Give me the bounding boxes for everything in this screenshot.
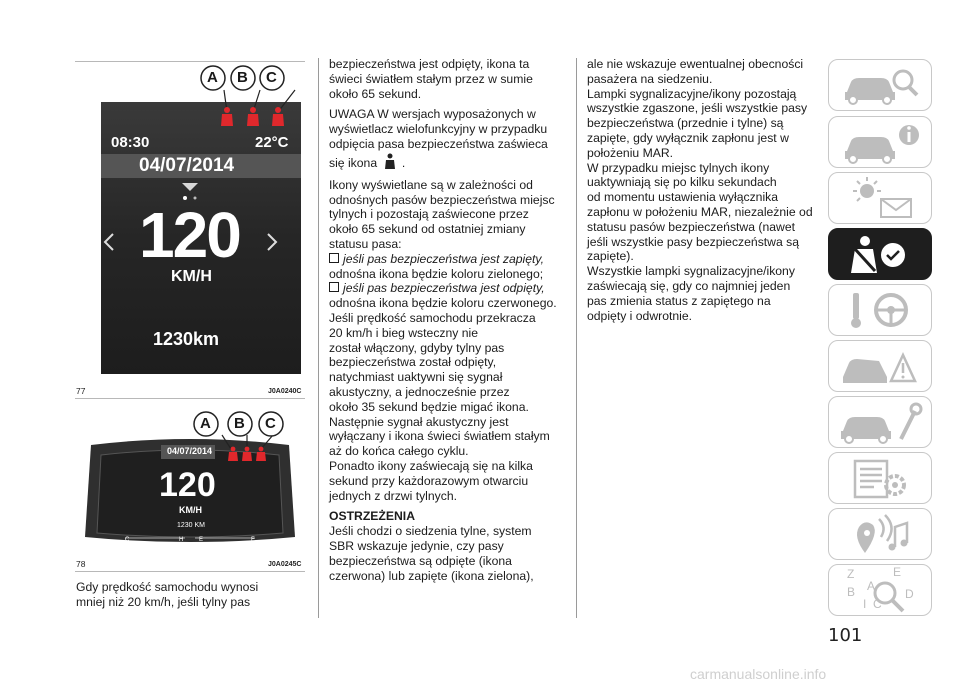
text-line: akustyczny, a jednocześnie przez [329, 384, 510, 399]
display-odometer: 1230km [153, 329, 220, 349]
callout-c-label: C [266, 69, 277, 86]
callout-b-label: B [237, 69, 248, 86]
text-line: jeśli wszystkie pasy bezpieczeństwa są [587, 234, 800, 249]
text-line: sekund przy każdorazowym otwarciu [329, 473, 529, 488]
tab-car-accident[interactable] [828, 340, 932, 392]
text-line: pas zmienia status z zapiętego na [587, 293, 771, 308]
text-line: położeniu MAR. [587, 145, 674, 160]
text-line: wszystkie zgaszone, jeśli wszystkie pasy [587, 101, 808, 116]
text-line: zapięte). [587, 249, 634, 264]
index-letter: E [893, 565, 902, 579]
tab-steering-wheel[interactable] [828, 284, 932, 336]
bullet-text: jeśli pas bezpieczeństwa jest odpięty, [343, 281, 545, 296]
text-line: Następnie sygnał akustyczny jest [329, 414, 509, 429]
text-line: zapłonu w położeniu MAR, niezależnie od [587, 204, 813, 219]
text-line: 20 km/h i bieg wsteczny nie [329, 325, 479, 340]
figure-78 [75, 405, 305, 555]
index-letter: C [873, 597, 882, 611]
text-line: natychmiast uaktywni się sygnał [329, 370, 503, 385]
multimedia-icon [829, 509, 931, 559]
text-line: około 35 sekund będzie migać ikona. [329, 399, 529, 414]
tab-car-magnifier[interactable] [828, 59, 932, 111]
index-letter: I [863, 597, 867, 611]
text-line: około 65 sekund od ostatniej zmiany [329, 222, 526, 237]
index-letter: Z [847, 567, 855, 581]
text-line: statusu pasa: [329, 236, 402, 251]
text-line: odpięty i odwrotnie. [587, 308, 693, 323]
figure-number-77: 77 [76, 386, 86, 396]
text-line: bezpieczeństwa są odpięte (ikona [329, 553, 512, 568]
display-temperature: 22°C [255, 134, 289, 151]
text-line: SBR wskazuje jedynie, czy pasy [329, 538, 504, 553]
text-line: około 65 sekund. [329, 86, 422, 101]
car-wrench-icon [829, 397, 931, 447]
column-1-text [76, 580, 311, 610]
cluster-speed: 120 [159, 466, 216, 504]
text-line: bezpieczeństwa (przednie i tylne) są [587, 116, 784, 131]
index-letter: A [867, 579, 876, 593]
figure-code-77: J0A0240C [268, 388, 302, 395]
figure-number-78: 78 [76, 559, 86, 569]
figure-78-rule [75, 571, 305, 572]
tab-seatbelt-airbag[interactable] [828, 228, 932, 280]
index-letter: D [905, 587, 914, 601]
text-line: bezpieczeństwa został odpięty, [329, 355, 497, 370]
text-line: od momentu ustawienia wyłącznika [587, 190, 779, 205]
text-line: odnośnych pasów bezpieczeństwa miejsc [329, 192, 555, 207]
text-line: zapięte, gdy wyłącznik zapłonu jest w [587, 130, 789, 145]
figure-77 [75, 62, 305, 382]
text-line: odpięcia pasa bezpieczeństwa zaświeca [329, 136, 548, 151]
warnings-heading: OSTRZEŻENIA [329, 509, 415, 524]
bullet-line [329, 281, 574, 296]
text-line: uaktywniają się po kilku sekundach [587, 175, 777, 190]
tab-car-info[interactable] [828, 116, 932, 168]
text-line: Gdy prędkość samochodu wynosi [76, 580, 259, 594]
text-line: tylnych i pozostają zaświecone przez [329, 207, 529, 222]
text-line: statusu pasów bezpieczeństwa (nawet [587, 219, 795, 234]
text-line: Jeśli prędkość samochodu przekracza [329, 310, 536, 325]
callout-b-label-2: B [234, 415, 245, 432]
column-divider-2 [576, 58, 577, 618]
text-line: zaświecają się, gdy co najmniej jeden [587, 278, 791, 293]
figure-code-78: J0A0245C [268, 561, 302, 568]
column-3-text [587, 57, 822, 323]
text-line: UWAGA W wersjach wyposażonych w [329, 107, 536, 122]
car-accident-icon [829, 341, 931, 391]
display-date: 04/07/2014 [139, 155, 235, 176]
tab-alphabet-index[interactable] [828, 564, 932, 616]
text-line: Jeśli chodzi o siedzenia tylne, system [329, 524, 532, 539]
tab-car-wrench[interactable] [828, 396, 932, 448]
checkbox-bullet-icon [329, 282, 339, 292]
column-2-text [329, 57, 574, 583]
figure-77-rule [75, 398, 305, 399]
tab-multimedia[interactable] [828, 508, 932, 560]
bullet-text: jeśli pas bezpieczeństwa jest zapięty, [343, 251, 544, 266]
text-line: Lampki sygnalizacyjne/ikony pozostają [587, 86, 797, 101]
text-line: aż do końca całego cyklu. [329, 444, 469, 459]
text-line: W przypadku miejsc tylnych ikony [587, 160, 770, 175]
text-line: Ponadto ikony zaświecają się na kilka [329, 458, 533, 473]
text-line: mniej niż 20 km/h, jeśli tylny pas [76, 594, 251, 609]
text-line: czerwona) lub zapięte (ikona zielona), [329, 568, 534, 583]
display-speed: 120 [139, 199, 240, 271]
bullet-line [329, 252, 574, 267]
text-line: Wszystkie lampki sygnalizacyjne/ikony [587, 264, 795, 279]
seatbelt-airbag-icon [829, 229, 931, 279]
tab-warning-lights[interactable] [828, 172, 932, 224]
seatbelt-person-icon [384, 152, 396, 170]
callout-c-label-2: C [265, 415, 276, 432]
page-number: 101 [828, 625, 863, 646]
text-line: jednych z drzwi tylnych. [329, 488, 458, 503]
callout-a-label-2: A [200, 415, 211, 432]
steering-wheel-icon [829, 285, 931, 335]
text-line: świeci światłem stałym przez w sumie [329, 71, 533, 86]
inline-text: . [401, 155, 406, 170]
text-line: Ikony wyświetlane są w zależności od [329, 177, 533, 192]
cluster-date: 04/07/2014 [167, 446, 213, 456]
spec-sheet-gear-icon [829, 453, 931, 503]
text-line-with-icon [329, 152, 574, 172]
cluster-odometer: 1230 KM [177, 522, 206, 529]
display-time: 08:30 [111, 134, 150, 151]
text-line: odnośna ikona będzie koloru zielonego; [329, 266, 544, 281]
text-line: odnośna ikona będzie koloru czerwonego. [329, 296, 557, 311]
display-speed-unit: KM/H [171, 268, 212, 285]
watermark: carmanualsonline.info [690, 666, 827, 682]
callout-a-label: A [207, 69, 218, 86]
scale-f-label: F [251, 537, 255, 543]
text-line: pasażera na siedzeniu. [587, 71, 713, 86]
text-line: bezpieczeństwa jest odpięty, ikona ta [329, 57, 530, 71]
scale-e-label: E [199, 537, 204, 543]
scale-h-label: H [179, 537, 184, 543]
rear-seatbelt-icons-2 [228, 447, 266, 461]
warning-lights-icon [829, 173, 931, 223]
car-magnifier-icon [829, 60, 931, 110]
cluster-speed-unit: KM/H [179, 505, 202, 515]
column-divider-1 [318, 58, 319, 618]
index-letter: B [847, 585, 856, 599]
car-info-icon [829, 117, 931, 167]
text-line: ale nie wskazuje ewentualnej obecności [587, 57, 804, 71]
text-line: został włączony, gdyby tylny pas [329, 340, 505, 355]
tab-spec-sheet[interactable] [828, 452, 932, 504]
text-line: wyłączany i ikona świeci światłem stałym [329, 429, 550, 444]
inline-text: się ikona [329, 155, 378, 170]
text-line: wyświetlacz wielofunkcyjny w przypadku [329, 122, 548, 137]
scale-c-label: C [125, 537, 130, 543]
checkbox-bullet-icon [329, 253, 339, 263]
